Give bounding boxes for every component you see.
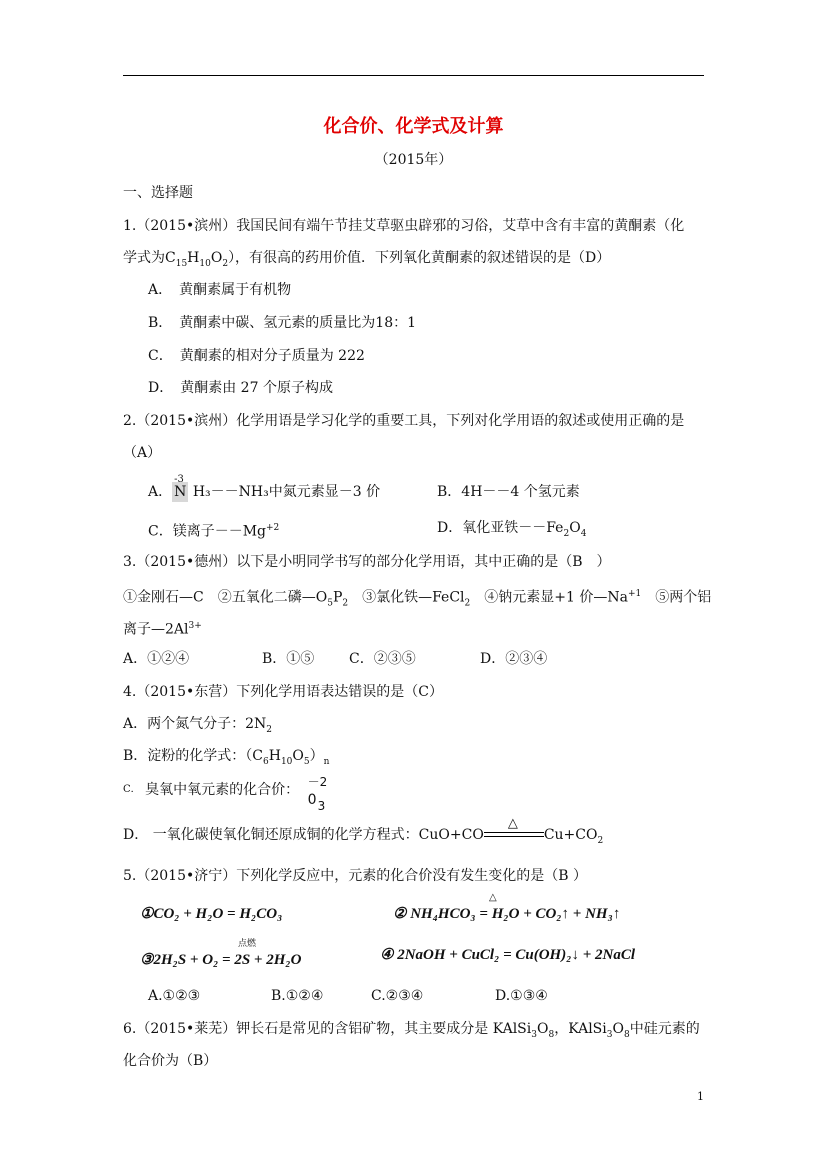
- heat-equals-sign: △: [484, 830, 544, 840]
- q4-option-a: A．两个氮气分子：$2N_2$: [123, 716, 273, 735]
- valence-n: -3 N: [174, 474, 187, 500]
- q6-stem-line2: 化合价为（B）: [123, 1053, 218, 1069]
- q1-option-a: A． 黄酮素属于有机物: [148, 282, 292, 298]
- q1-stem-line2: 学式为$C_{15}H_{10}O_2$），有很高的药用价值．下列氧化黄酮素的叙述错误的是（D）: [123, 250, 611, 269]
- q1-option-c: C． 黄酮素的相对分子质量为 222: [148, 348, 365, 364]
- q5-option-d: D.①③④: [495, 988, 548, 1004]
- q3-option-d: D．②③④: [480, 651, 548, 667]
- q2-option-d: D．氧化亚铁$--Fe_2O_4$: [437, 520, 587, 539]
- q4-option-d: D． 一氧化碳使氧化铜还原成铜的化学方程式：CuO+CO △ $Cu+CO_2$: [123, 816, 604, 846]
- q2-stem-line1: 2.（2015•滨州）化学用语是学习化学的重要工具，下列对化学用语的叙述或使用正确的是: [123, 413, 685, 429]
- q5-option-a: A.①②③: [148, 988, 201, 1004]
- q4-option-b: B．淀粉的化学式：$(C_6H_{10}O_5)_n$: [123, 748, 330, 767]
- q2-option-b: B．4H－－4 个氢元素: [437, 484, 580, 500]
- q6-stem-line1: 6.（2015•莱芜）钾长石是常见的含铝矿物，其主要成分是 $KAlSi_3O_8$，$KAlSi_3O_8$中硅元素的: [123, 1021, 700, 1040]
- q5-equation-2: △ ② NH₄HCO₃ = H₂O + CO₂↑ + NH₃↑: [393, 892, 621, 922]
- q1-option-d: D． 黄酮素由 27 个原子构成: [148, 380, 333, 396]
- q5-equation-3: 点燃 ③2H₂S + O₂ = 2S + 2H₂O: [140, 938, 302, 968]
- year-label: （2015年）: [374, 152, 453, 168]
- header-rule: [123, 75, 704, 76]
- q1-option-b: B． 黄酮素中碳、氢元素的质量比为18：1: [148, 315, 417, 331]
- q5-option-c: C.②③④: [371, 988, 424, 1004]
- q3-stem: 3.（2015•德州）以下是小明同学书写的部分化学用语，其中正确的是（B ）: [123, 554, 611, 570]
- q3-option-a: A．①②④: [123, 651, 190, 667]
- q4-option-c: $^{C.}$ 臭氧中氧元素的化合价： －2 0 3: [123, 775, 328, 813]
- q3-items-line1: ①金刚石—C ②五氧化二磷$—O_5P_2$ ③氯化铁—FeCl$_2$ ④钠元素显+1 价$—Na^{+1}$ ⑤两个铝: [123, 589, 712, 609]
- q4-stem: 4.（2015•东营）下列化学用语表达错误的是（C）: [123, 684, 443, 700]
- q1-stem-line1: 1.（2015•滨州）我国民间有端午节挂艾草驱虫辟邪的习俗，艾草中含有丰富的黄酮素（化: [123, 218, 685, 234]
- q2-option-c: C．镁离子$--Mg^{+2}$: [148, 523, 280, 540]
- q3-option-c: C．②③⑤: [349, 651, 416, 667]
- page-number: 1: [697, 1090, 704, 1103]
- q5-option-b: B.①②④: [271, 988, 324, 1004]
- q5-stem: 5.（2015•济宁）下列化学反应中，元素的化合价没有发生变化的是（B ）: [123, 868, 587, 884]
- page-title: 化合价、化学式及计算: [323, 116, 504, 137]
- q3-option-b: B．①⑤: [262, 651, 315, 667]
- q5-equation-4: ④ 2NaOH + CuCl₂ = Cu(OH)₂↓ + 2NaCl: [380, 947, 635, 963]
- q3-items-line2: 离子$—2Al^{3+}$: [123, 621, 202, 638]
- q2-stem-line2: （A）: [123, 445, 162, 461]
- section-heading: 一、选择题: [123, 185, 193, 201]
- q5-equation-1: ①CO₂ + H₂O = H₂CO₃: [140, 906, 283, 922]
- ozone-valence: －2 0 3: [307, 775, 328, 813]
- q2-option-a: A． -3 N H₃－－NH₃中氮元素显－3 价: [148, 474, 381, 500]
